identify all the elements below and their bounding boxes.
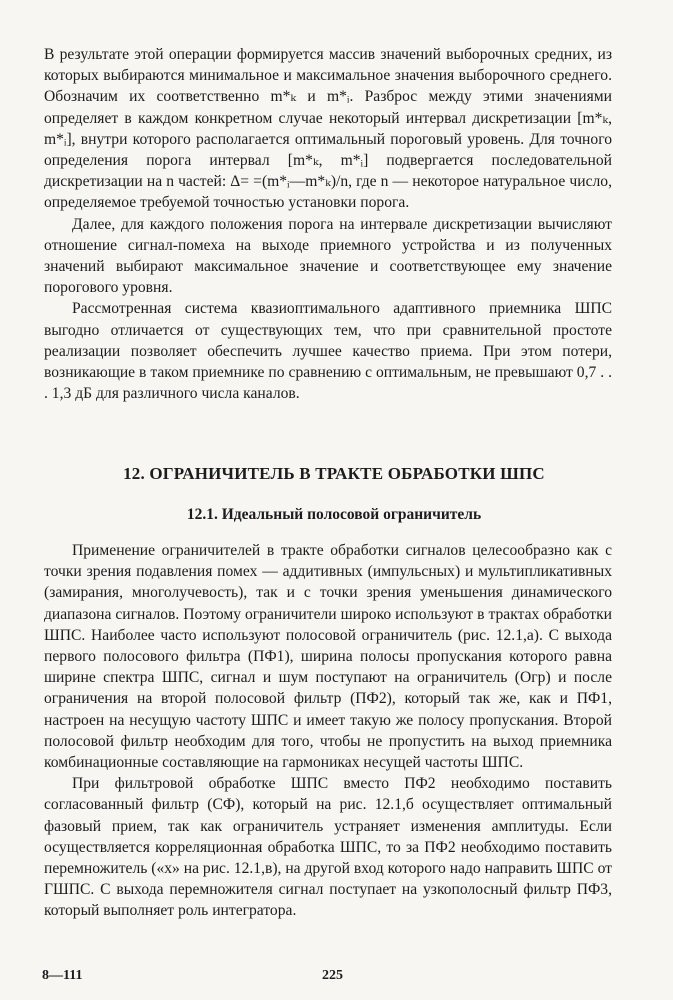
section-title: 12.1. Идеальный полосовой ограничитель (186, 506, 482, 523)
paragraph-filter-processing: При фильтровой обработке ШПС вместо ПФ2 необходимо поставить согласованный фильтр (СФ), который на рис. 12.1,б осуществляет оптимальный фазовый прием, так как ограничитель устраняет изменения амплитуды. Если осуществляется корреляционная обработка ШПС, то за ПФ2 необходимо поставить перемножитель («х» на рис. 12.1,в), на другой вход которого надо направить ШПС от ГШПС. С выхода перемножителя сигнал поступает на узкополосный фильтр ПФ3, который выполняет роль интегратора. (44, 775, 612, 920)
paragraph-limiters-application: Применение ограничителей в тракте обработки сигналов целесообразно как с точки зрения подавления помех — аддитивных (импульсных) и мультипликативных (замирания, многолучевость), так и с точки зрения уменьшения динамического диапазона сигналов. Поэтому ограничители широко используют в трактах обработки ШПС. Наиболее часто используют полосовой ограничитель (рис. 12.1,а). С выхода первого полосового фильтра (ПФ1), ширина полосы пропускания которого равна ширине спектра ШПС, сигнал и шум поступают на ограничитель (Огр) и после ограничения на второй полосовой фильтр (ПФ2), который так же, как и ПФ1, настроен на несущую частоту ШПС и имеет такую же полосу пропускания. Второй полосовой фильтр необходим для того, чтобы не пропустить на выход приемника комбинационные составляющие на гармониках несущей частоты ШПС. (44, 542, 612, 772)
chapter-title: 12. ОГРАНИЧИТЕЛЬ В ТРАКТЕ ОБРАБОТКИ ШПС (123, 464, 545, 483)
page-number: 225 (322, 968, 343, 983)
intro-text (44, 44, 612, 404)
paragraph-snr-selection: Далее, для каждого положения порога на интервале дискретизации вычисляют отношение сигнал-помеха на выходе приемного устройства и из полученных значений выбирают максимальное значение и соответствующее ему значение порогового уровня. (44, 215, 612, 297)
paragraph-thresholds: В результате этой операции формируется массив значений выборочных средних, из которых выбираются минимальное и максимальное значения выборочного среднего. Обозначим их соответственно m*ₖ и m*ᵢ. Разброс между этими значениями определяет в каждом конкретном случае некоторый интервал дискретизации [m*ₖ, m*ᵢ], внутри которого располагается оптимальный пороговый уровень. Для точного определения порога интервал [m*ₖ, m*ᵢ] подвергается последовательной дискретизации на n частей: Δ= =(m*ᵢ—m*ₖ)/n, где n — некоторое натуральное число, определяемое требуемой точностью установки порога. (44, 46, 612, 212)
body-text (44, 540, 612, 922)
paragraph-quasi-optimal-receiver: Рассмотренная система квазиоптимального адаптивного приемника ШПС выгодно отличается от существующих тем, что при сравнительной простоте реализации позволяет обеспечить лучшее качество приема. При этом потери, возникающие в таком приемнике по сравнению с оптимальным, не превышают 0,7 . . . 1,3 дБ для различного числа каналов. (44, 300, 612, 403)
printer-signature: 8—111 (42, 968, 83, 983)
